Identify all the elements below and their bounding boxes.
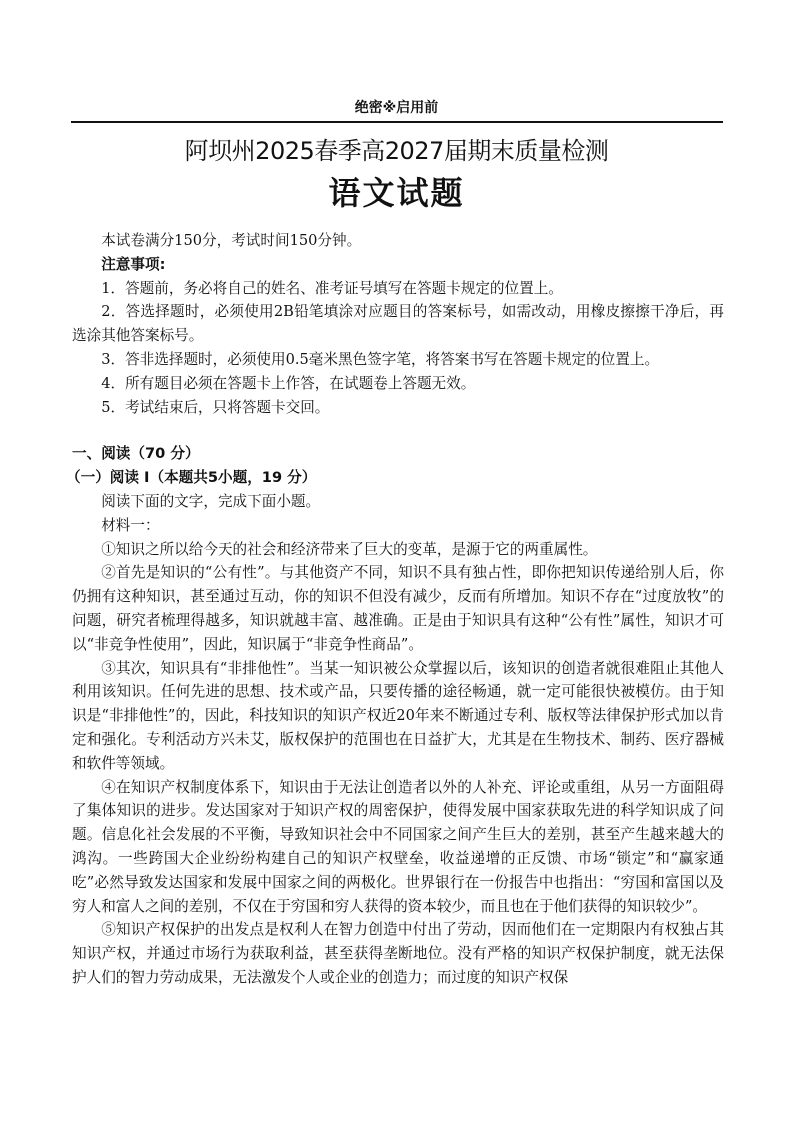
note-item: 5．考试结束后，只将答题卡交回。 [101,398,330,416]
reading-paragraph: ④在知识产权制度体系下，知识由于无法让创造者以外的人补充、评论或重组，从另一方面阻碍了集体知识的进步。发达国家对于知识产权的周密保护，使得发展中国家获取先进的科学知识成了问题。信息化社会发展的不平衡，导致知识社会中不同国家之间产生巨大的差别，甚至产生越来越大的鸿沟。一些跨国大企业纷纷构建自己的知识产权壁垒，收益递增的正反馈、市场“锁定”和“赢家通吃”必然导致发达国家和发展中国家之间的两极化。世界银行在一份报告中也指出：“穷国和富国以及穷人和富人之间的差别，不仅在于穷国和穷人获得的资本较少，而且也在于他们获得的知识较少”。 [72,778,724,915]
subsection-heading: （一）阅读 Ⅰ（本题共5小题，19 分） [66,469,317,487]
score-time-info: 本试卷满分150分，考试时间150分钟。 [101,232,362,249]
reading-paragraph: ③其次，知识具有“非排他性”。当某一知识被公众掌握以后，该知识的创造者就很难阻止其他人利用该知识。任何先进的思想、技术或产品，只要传播的途径畅通，就一定可能很快被模仿。由于知识是“非排他性”的，因此，科技知识的知识产权近20年来不断通过专利、版权等法律保护形式加以肯定和强化。专利活动方兴未艾，版权保护的范围也在日益扩大，尤其是在生物技术、制药、医疗器械和软件等领域。 [72,659,724,772]
notes-heading: 注意事项: [101,255,166,273]
note-item: 3．答非选择题时，必须使用0.5毫米黑色签字笔，将答案书写在答题卡规定的位置上。 [101,350,660,368]
note-item: 1．答题前，务必将自己的姓名、准考证号填写在答题卡规定的位置上。 [101,279,563,297]
header-rule [71,121,723,123]
section-heading: 一、阅读（70 分） [72,445,200,463]
reading-paragraph: ①知识之所以给今天的社会和经济带来了巨大的变革，是源于它的两重属性。 [101,540,598,558]
reading-paragraph: ②首先是知识的“公有性”。与其他资产不同，知识不具有独占性，即你把知识传递给别人后，你仍拥有这种知识，甚至通过互动，你的知识不但没有减少，反而有所增加。知识不存在“过度放牧”的问题，研究者梳理得越多，知识就越丰富、越准确。正是由于知识具有这种“公有性”属性，知识才可以“非竞争性使用”，因此，知识属于“非竞争性商品”。 [72,564,724,653]
reading-paragraph: ⑤知识产权保护的出发点是权利人在智力创造中付出了劳动，因而他们在一定期限内有权独占其知识产权，并通过市场行为获取利益，甚至获得垄断地位。没有严格的知识产权保护制度，就无法保护人们的智力劳动成果，无法激发个人或企业的创造力；而过度的知识产权保 [72,921,724,986]
exam-title: 阿坝州2025春季高2027届期末质量检测 [184,137,609,165]
note-item: 2．答选择题时，必须使用2B铅笔填涂对应题目的答案标号，如需改动，用橡皮擦擦干净后，再选涂其他答案标号。 [72,303,724,345]
material-label: 材料一： [101,516,160,534]
note-item: 4．所有题目必须在答题卡上作答，在试题卷上答题无效。 [101,374,476,392]
spacer [72,419,724,442]
exam-body [66,229,724,990]
exam-subject-title: 语文试题 [328,174,465,212]
instruction: 阅读下面的文字，完成下面小题。 [101,492,321,510]
confidential-label: 绝密※启用前 [354,100,439,116]
